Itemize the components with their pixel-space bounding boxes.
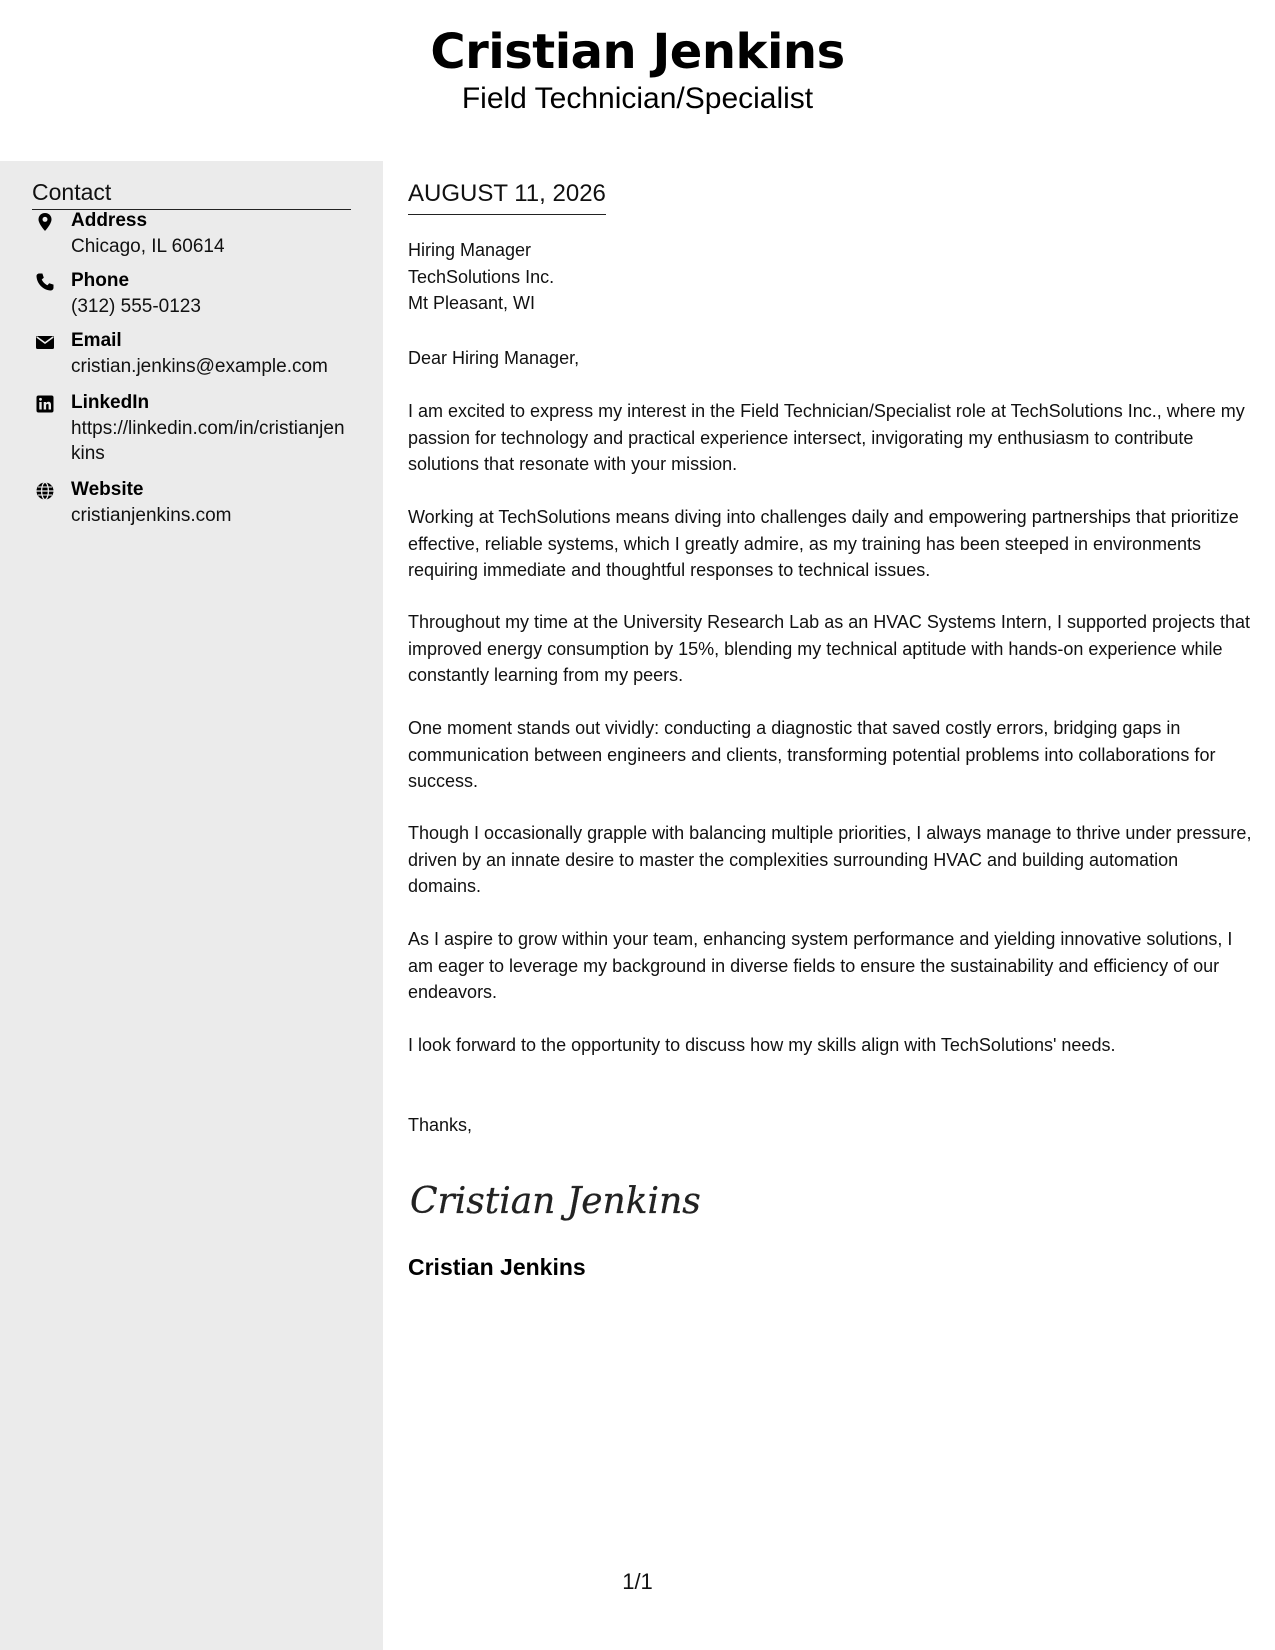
applicant-name: Cristian Jenkins [430,24,845,80]
signer-name: Cristian Jenkins [408,1254,586,1280]
recipient-line: Hiring Manager [408,240,532,260]
body-paragraph: As I aspire to grow within your team, enhancing system performance and yielding innovative solutions, I am eager to leverage my background in diverse fields to ensure the sustainability and efficiency of our endeavors. [408,929,1233,1002]
envelope-icon [35,332,55,352]
signature-text: Cristian Jenkins [410,1181,701,1222]
body-paragraph: I am excited to express my interest in the Field Technician/Specialist role at TechSolutions Inc., where my passion for technology and practical experience intersect, invigorating my enthusiasm to contribute solutions that resonate with your mission. [408,401,1245,474]
phone-icon [35,272,55,292]
letter-date: AUGUST 11, 2026 [408,179,606,215]
letter-header [0,0,1275,161]
closing: Thanks, [408,1115,473,1135]
recipient-block [408,237,554,317]
body-paragraph: Throughout my time at the University Research Lab as an HVAC Systems Intern, I supported projects that improved energy consumption by 15%, blending my technical aptitude with hands-on experience while constantly learning from my peers. [408,612,1251,685]
contact-label: Address [71,210,148,231]
contact-heading: Contact [32,177,351,210]
contact-value: cristianjenkins.com [71,505,232,526]
contact-label: Email [71,330,122,351]
contact-sidebar [0,161,383,1650]
applicant-title: Field Technician/Specialist [461,82,814,115]
recipient-line: Mt Pleasant, WI [408,293,536,313]
body-paragraph: I look forward to the opportunity to discuss how my skills align with TechSolutions' needs. [408,1035,1116,1055]
contact-label: LinkedIn [71,392,150,413]
globe-icon [35,481,55,501]
contact-label: Website [71,479,144,500]
page-number: 1/1 [622,1569,653,1594]
contact-value: (312) 555-0123 [71,296,201,317]
salutation: Dear Hiring Manager, [408,348,580,368]
body-paragraph: One moment stands out vividly: conducting a diagnostic that saved costly errors, bridging gaps in communication between engineers and clients, transforming potential problems into collaborations for success. [408,718,1216,791]
handwritten-signature [408,1169,708,1229]
contact-label: Phone [71,270,130,291]
body-paragraph: Though I occasionally grapple with balancing multiple priorities, I always manage to thrive under pressure, driven by an innate desire to master the complexities surrounding HVAC and building automation domains. [408,823,1252,896]
body-paragraph: Working at TechSolutions means diving into challenges daily and empowering partnerships that prioritize effective, reliable systems, which I greatly admire, as my training has been steeped in environments requiring immediate and thoughtful responses to technical issues. [408,507,1239,580]
contact-value: https://linkedin.com/in/cristianjenkins [71,418,345,464]
contact-value: cristian.jenkins@example.com [71,356,328,377]
contact-value: Chicago, IL 60614 [71,236,225,257]
linkedin-icon [35,394,55,414]
recipient-line: TechSolutions Inc. [408,266,555,287]
map-pin-icon [35,212,55,232]
